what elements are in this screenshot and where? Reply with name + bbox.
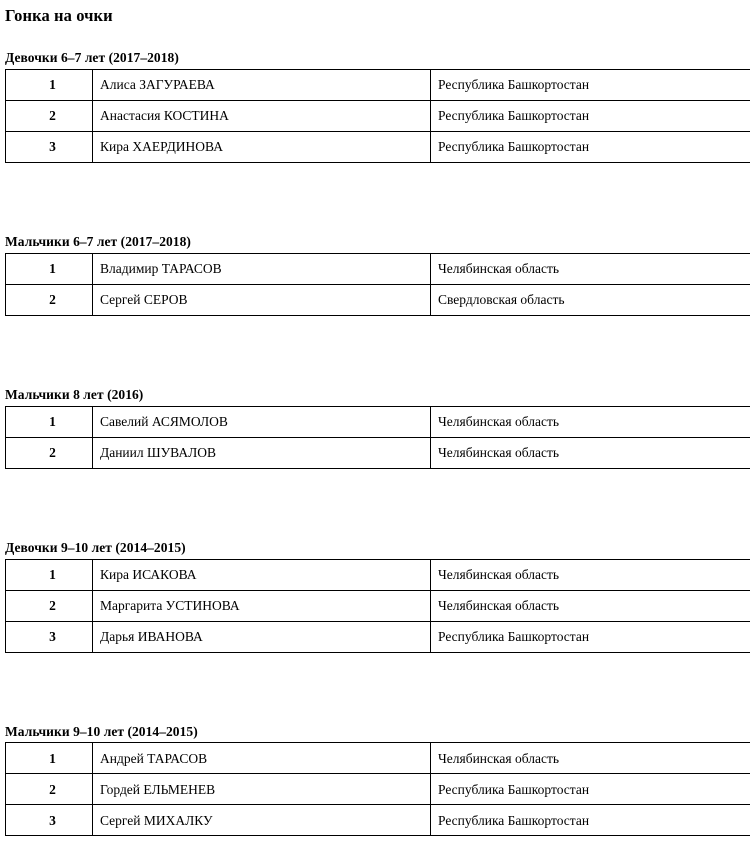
results-table xyxy=(5,69,750,163)
table-row xyxy=(6,559,750,590)
rank-cell: 3 xyxy=(6,131,93,162)
table-row xyxy=(6,131,750,162)
table-row xyxy=(6,774,750,805)
rank-cell: 1 xyxy=(6,559,93,590)
athlete-name-cell: Сергей СЕРОВ xyxy=(93,284,431,315)
table-row xyxy=(6,805,750,836)
section-spacer xyxy=(0,653,750,725)
results-table xyxy=(5,406,750,469)
region-cell: Челябинская область xyxy=(431,253,750,284)
section-header: Мальчики 9–10 лет (2014–2015) xyxy=(5,723,198,739)
athlete-name-cell: Анастасия КОСТИНА xyxy=(93,100,431,131)
section-spacer xyxy=(0,163,750,235)
rank-cell: 2 xyxy=(6,590,93,621)
section-spacer xyxy=(0,469,750,541)
athlete-name-cell: Сергей МИХАЛКУ xyxy=(93,805,431,836)
section-header: Девочки 6–7 лет (2017–2018) xyxy=(5,50,179,66)
athlete-name-cell: Савелий АСЯМОЛОВ xyxy=(93,406,431,437)
table-row xyxy=(6,69,750,100)
table-row xyxy=(6,743,750,774)
table-row xyxy=(6,100,750,131)
region-cell: Республика Башкортостан xyxy=(431,69,750,100)
results-section xyxy=(0,388,750,469)
section-spacer xyxy=(0,316,750,388)
results-section xyxy=(0,725,750,837)
region-cell: Свердловская область xyxy=(431,284,750,315)
region-cell: Республика Башкортостан xyxy=(431,805,750,836)
table-row xyxy=(6,621,750,652)
athlete-name-cell: Дарья ИВАНОВА xyxy=(93,621,431,652)
results-table xyxy=(5,742,750,836)
rank-cell: 1 xyxy=(6,69,93,100)
table-row xyxy=(6,590,750,621)
results-sections xyxy=(0,51,750,836)
region-cell: Республика Башкортостан xyxy=(431,100,750,131)
results-table xyxy=(5,559,750,653)
athlete-name-cell: Владимир ТАРАСОВ xyxy=(93,253,431,284)
region-cell: Челябинская область xyxy=(431,437,750,468)
table-row xyxy=(6,253,750,284)
results-section xyxy=(0,51,750,163)
table-row xyxy=(6,437,750,468)
athlete-name-cell: Андрей ТАРАСОВ xyxy=(93,743,431,774)
table-row xyxy=(6,284,750,315)
section-header: Девочки 9–10 лет (2014–2015) xyxy=(5,539,186,555)
region-cell: Челябинская область xyxy=(431,559,750,590)
rank-cell: 2 xyxy=(6,774,93,805)
athlete-name-cell: Кира ХАЕРДИНОВА xyxy=(93,131,431,162)
region-cell: Челябинская область xyxy=(431,406,750,437)
athlete-name-cell: Алиса ЗАГУРАЕВА xyxy=(93,69,431,100)
rank-cell: 2 xyxy=(6,437,93,468)
region-cell: Республика Башкортостан xyxy=(431,131,750,162)
athlete-name-cell: Кира ИСАКОВА xyxy=(93,559,431,590)
athlete-name-cell: Маргарита УСТИНОВА xyxy=(93,590,431,621)
athlete-name-cell: Даниил ШУВАЛОВ xyxy=(93,437,431,468)
results-section xyxy=(0,541,750,653)
results-section xyxy=(0,235,750,316)
rank-cell: 2 xyxy=(6,284,93,315)
region-cell: Республика Башкортостан xyxy=(431,621,750,652)
athlete-name-cell: Гордей ЕЛЬМЕНЕВ xyxy=(93,774,431,805)
rank-cell: 2 xyxy=(6,100,93,131)
page-title: Гонка на очки xyxy=(5,6,113,25)
title-spacer xyxy=(0,25,750,51)
section-header: Мальчики 6–7 лет (2017–2018) xyxy=(5,233,191,249)
section-header: Мальчики 8 лет (2016) xyxy=(5,386,144,402)
rank-cell: 3 xyxy=(6,621,93,652)
region-cell: Республика Башкортостан xyxy=(431,774,750,805)
region-cell: Челябинская область xyxy=(431,590,750,621)
rank-cell: 3 xyxy=(6,805,93,836)
rank-cell: 1 xyxy=(6,406,93,437)
table-row xyxy=(6,406,750,437)
rank-cell: 1 xyxy=(6,253,93,284)
region-cell: Челябинская область xyxy=(431,743,750,774)
results-table xyxy=(5,253,750,316)
rank-cell: 1 xyxy=(6,743,93,774)
